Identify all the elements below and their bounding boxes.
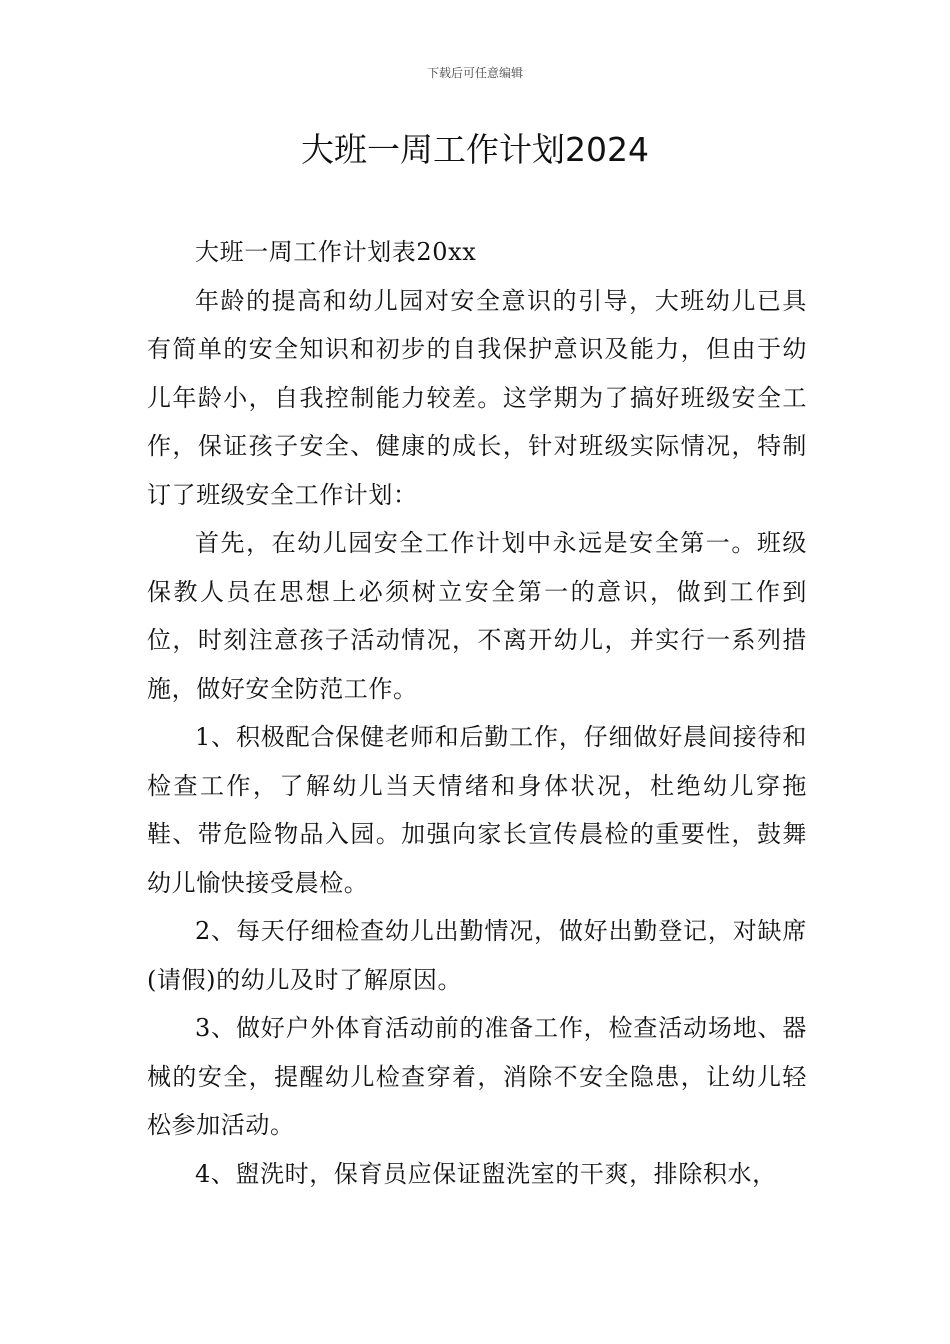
header-note: 下载后可任意编辑: [426, 66, 523, 80]
paragraph-item-1: 1、积极配合保健老师和后勤工作，仔细做好晨间接待和检查工作，了解幼儿当天情绪和身体状况，杜绝幼儿穿拖鞋、带危险物品入园。加强向家长宣传晨检的重要性，鼓舞幼儿愉快接受晨检。: [147, 723, 807, 897]
paragraph-intro: 年龄的提高和幼儿园对安全意识的引导，大班幼儿已具有简单的安全知识和初步的自我保护意识及能力，但由于幼儿年龄小，自我控制能力较差。这学期为了搞好班级安全工作，保证孩子安全、健康的成长，针对班级实际情况，特制订了班级安全工作计划：: [147, 286, 807, 509]
document-title: 大班一周工作计划2024: [301, 130, 649, 169]
document-body: [147, 228, 807, 1198]
paragraph-subtitle: 大班一周工作计划表20xx: [195, 238, 477, 266]
paragraph-item-3: 3、做好户外体育活动前的准备工作，检查活动场地、器械的安全，提醒幼儿检查穿着，消除不安全隐患，让幼儿轻松参加活动。: [147, 1014, 807, 1139]
paragraph-item-2: 2、每天仔细检查幼儿出勤情况，做好出勤登记，对缺席(请假)的幼儿及时了解原因。: [147, 917, 807, 994]
paragraph-item-4: 4、盥洗时，保育员应保证盥洗室的干爽，排除积水，: [195, 1159, 777, 1188]
paragraph-safety-first: 首先，在幼儿园安全工作计划中永远是安全第一。班级保教人员在思想上必须树立安全第一的意识，做到工作到位，时刻注意孩子活动情况，不离开幼儿，并实行一系列措施，做好安全防范工作。: [147, 529, 807, 703]
